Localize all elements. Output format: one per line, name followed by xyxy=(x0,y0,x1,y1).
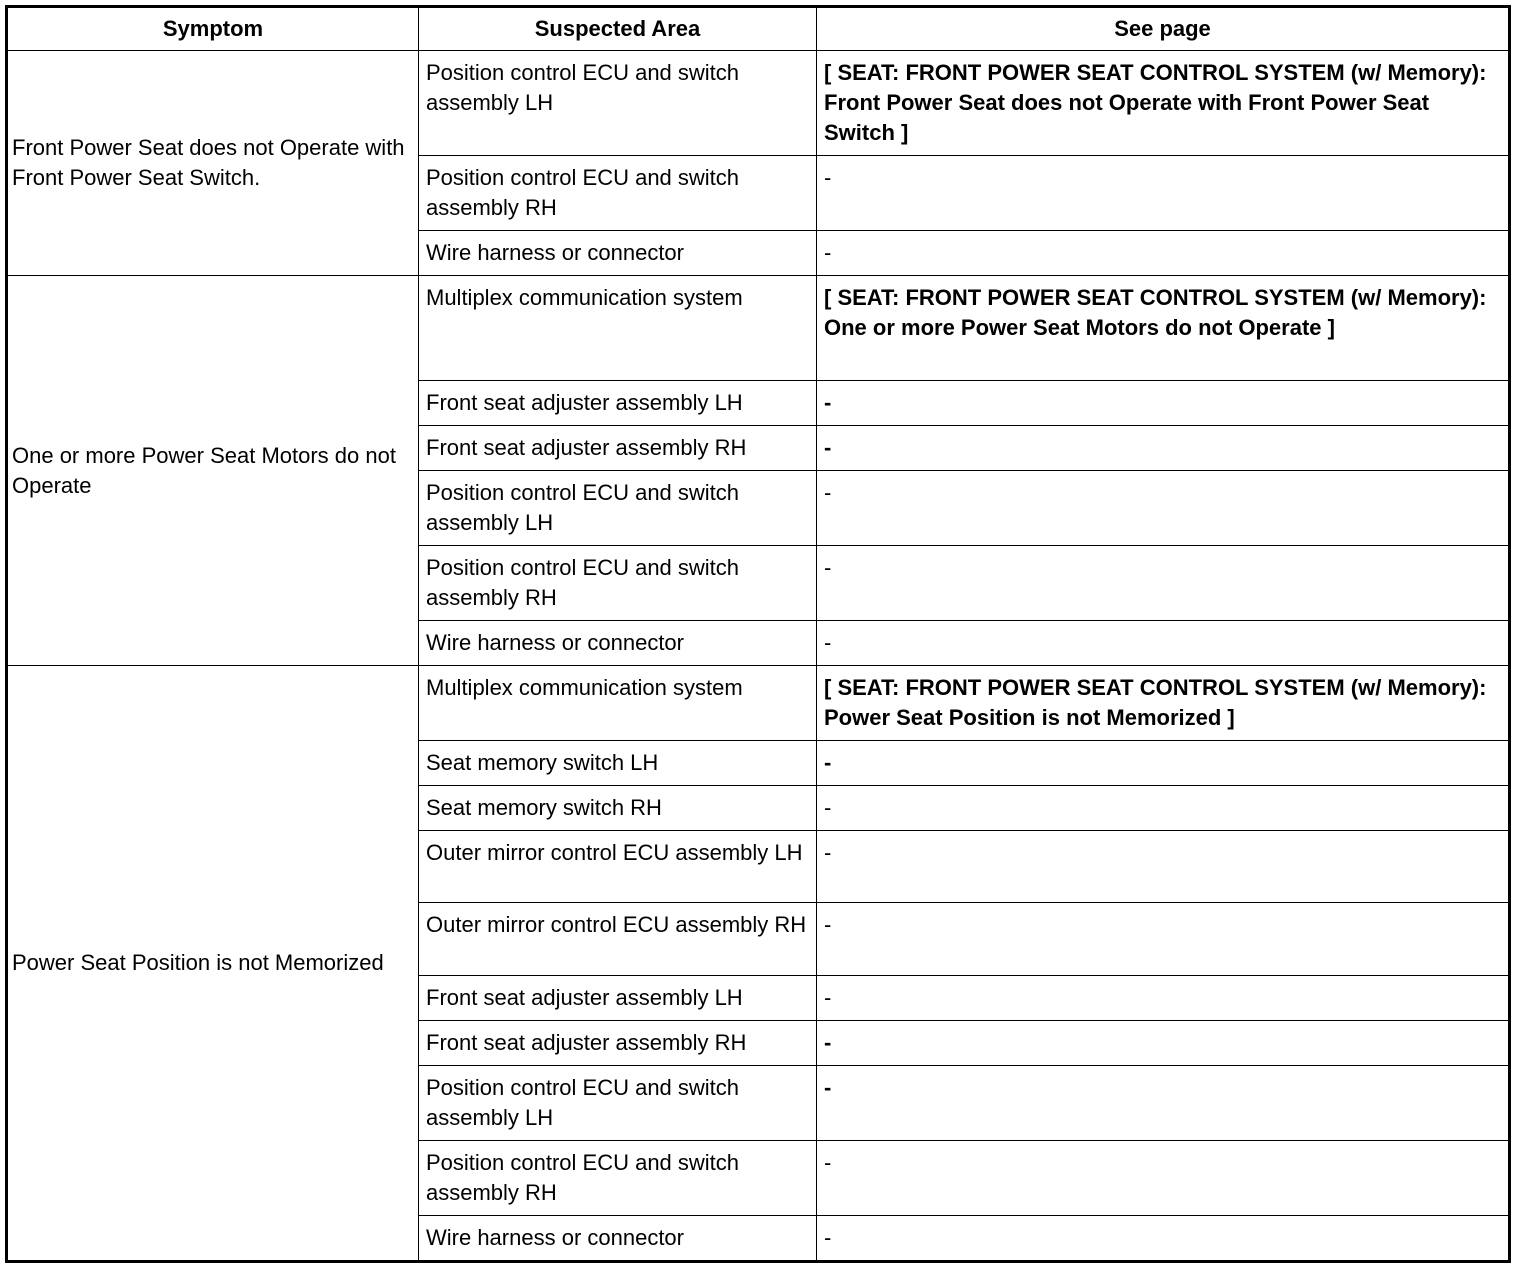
symptom-header: Symptom xyxy=(7,7,419,51)
suspected-area-cell: Wire harness or connector xyxy=(419,621,817,666)
see-page-cell: - xyxy=(817,426,1510,471)
see-page-cell: - xyxy=(817,786,1510,831)
see-page-link[interactable]: [ SEAT: FRONT POWER SEAT CONTROL SYSTEM (w/ Memory): Front Power Seat does not Operate with Front Power Seat Switch ] xyxy=(817,51,1510,156)
see-page-cell: - xyxy=(817,546,1510,621)
diagnosis-table xyxy=(5,5,1511,1263)
see-page-link[interactable]: [ SEAT: FRONT POWER SEAT CONTROL SYSTEM (w/ Memory): Power Seat Position is not Memorized ] xyxy=(817,666,1510,741)
see-page-cell: - xyxy=(817,1066,1510,1141)
suspected-area-cell: Multiplex communication system xyxy=(419,666,817,741)
symptom-cell: Front Power Seat does not Operate with Front Power Seat Switch. xyxy=(7,51,419,276)
table-row xyxy=(7,51,1510,156)
suspected-area-cell: Outer mirror control ECU assembly LH xyxy=(419,831,817,903)
see-page-cell: - xyxy=(817,471,1510,546)
see-page-cell: - xyxy=(817,741,1510,786)
suspected-area-cell: Position control ECU and switch assembly RH xyxy=(419,156,817,231)
suspected-area-cell: Position control ECU and switch assembly LH xyxy=(419,51,817,156)
table-row xyxy=(7,276,1510,381)
suspected-area-cell: Seat memory switch LH xyxy=(419,741,817,786)
suspected-area-cell: Position control ECU and switch assembly LH xyxy=(419,471,817,546)
see-page-cell: - xyxy=(817,621,1510,666)
see-page-link[interactable]: [ SEAT: FRONT POWER SEAT CONTROL SYSTEM (w/ Memory): One or more Power Seat Motors do not Operate ] xyxy=(817,276,1510,381)
symptom-cell: Power Seat Position is not Memorized xyxy=(7,666,419,1262)
suspected-area-cell: Wire harness or connector xyxy=(419,1216,817,1262)
see-page-cell: - xyxy=(817,381,1510,426)
suspected-area-cell: Front seat adjuster assembly LH xyxy=(419,976,817,1021)
symptom-cell: One or more Power Seat Motors do not Operate xyxy=(7,276,419,666)
see-page-cell: - xyxy=(817,156,1510,231)
table-row xyxy=(7,666,1510,741)
see-page-cell: - xyxy=(817,1216,1510,1262)
see-page-cell: - xyxy=(817,231,1510,276)
see-page-cell: - xyxy=(817,831,1510,903)
suspected-area-cell: Wire harness or connector xyxy=(419,231,817,276)
see-page-cell: - xyxy=(817,1141,1510,1216)
suspected-area-cell: Position control ECU and switch assembly RH xyxy=(419,546,817,621)
see-page-cell: - xyxy=(817,976,1510,1021)
suspected-area-header: Suspected Area xyxy=(419,7,817,51)
suspected-area-cell: Position control ECU and switch assembly RH xyxy=(419,1141,817,1216)
see-page-cell: - xyxy=(817,1021,1510,1066)
suspected-area-cell: Front seat adjuster assembly RH xyxy=(419,426,817,471)
suspected-area-cell: Position control ECU and switch assembly LH xyxy=(419,1066,817,1141)
suspected-area-cell: Multiplex communication system xyxy=(419,276,817,381)
suspected-area-cell: Seat memory switch RH xyxy=(419,786,817,831)
suspected-area-cell: Front seat adjuster assembly RH xyxy=(419,1021,817,1066)
suspected-area-cell: Front seat adjuster assembly LH xyxy=(419,381,817,426)
see-page-header: See page xyxy=(817,7,1510,51)
see-page-cell: - xyxy=(817,903,1510,976)
table-header-row xyxy=(7,7,1510,51)
suspected-area-cell: Outer mirror control ECU assembly RH xyxy=(419,903,817,976)
